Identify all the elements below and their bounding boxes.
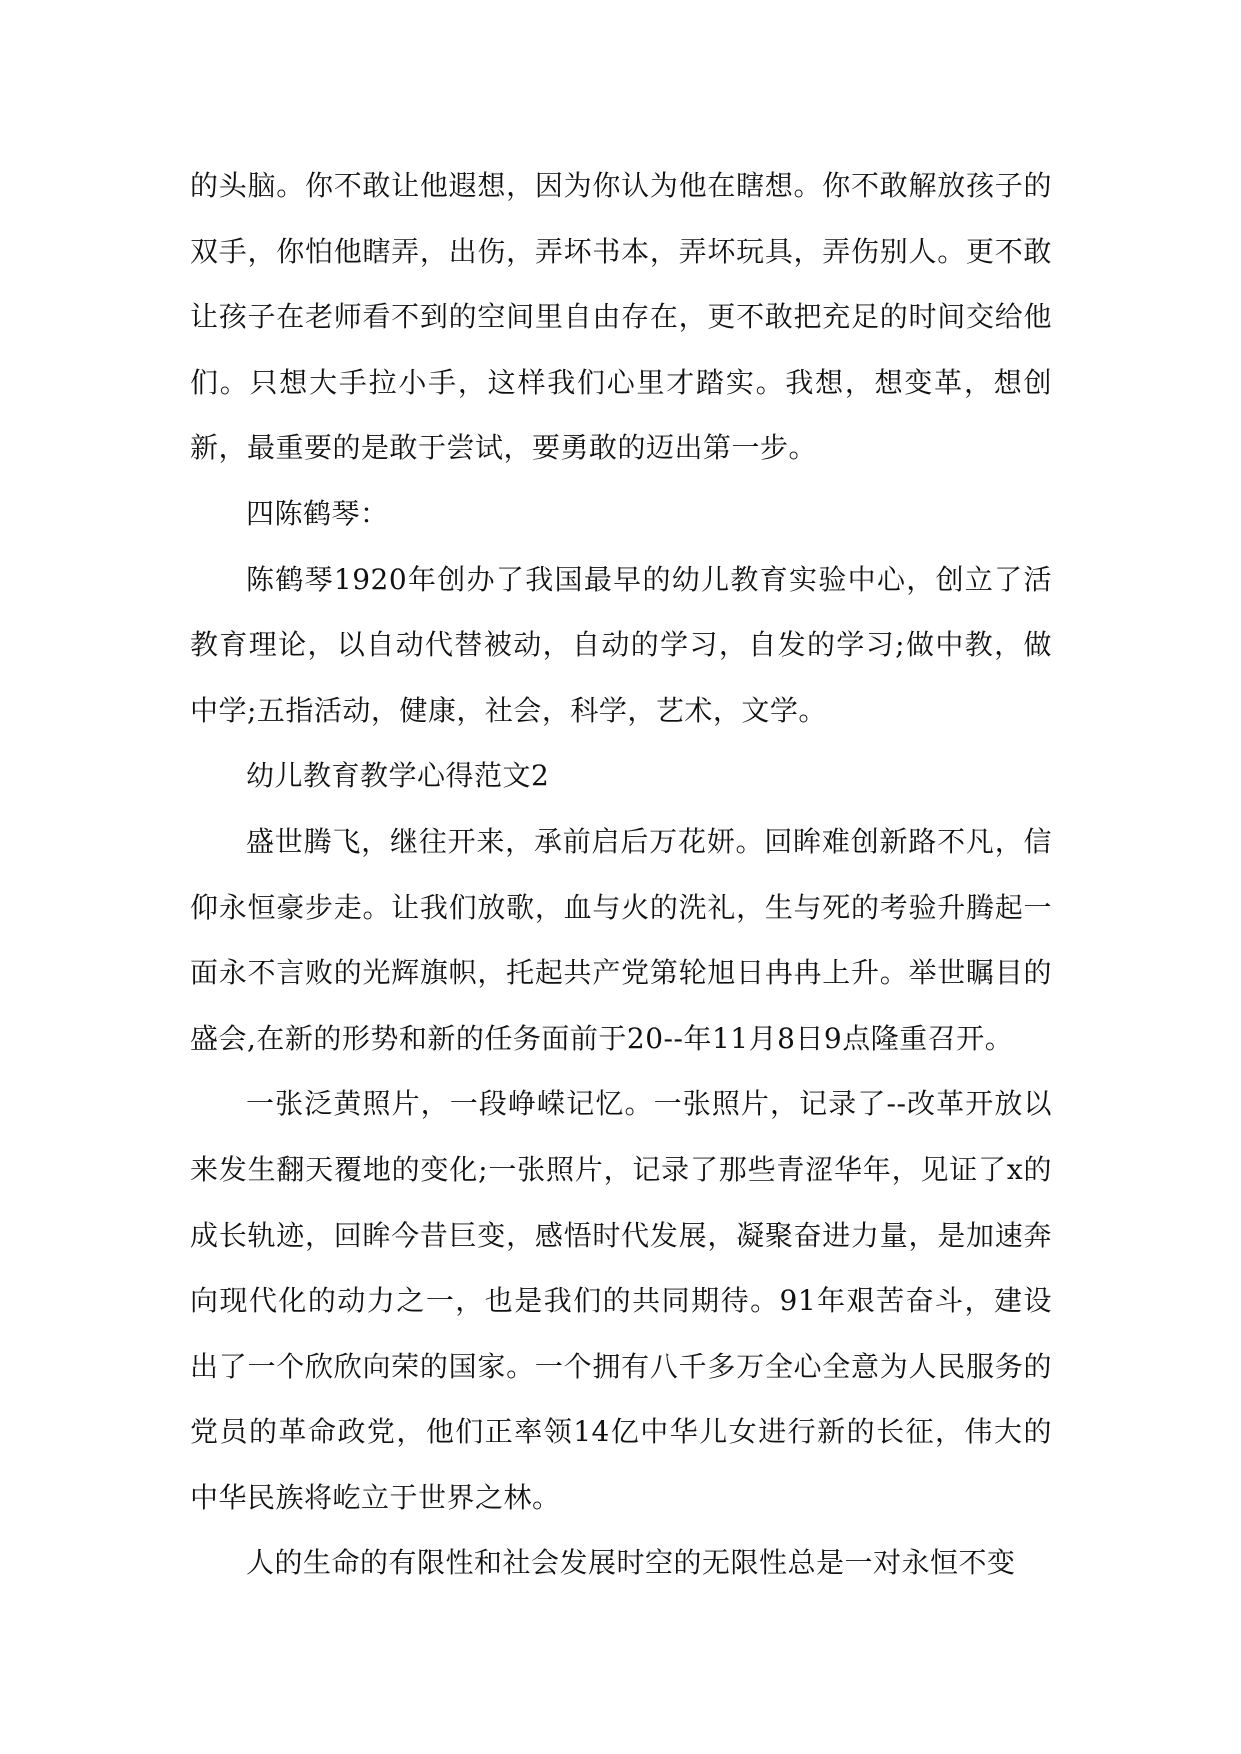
paragraph-shengshi: 盛世腾飞，继往开来，承前启后万花妍。回眸难创新路不凡，信仰永恒豪步走。让我们放歌，血与火的洗礼，生与死的考验升腾起一面永不言败的光辉旗帜，托起共产党第轮旭日冉冉上升。举世瞩目的盛会,在新的形势和新的任务面前于20--年11月8日9点隆重召开。 xyxy=(190,824,1052,1055)
paragraph-life: 人的生命的有限性和社会发展时空的无限性总是一对永恒不变 xyxy=(246,1546,1016,1580)
paragraph-chen-heqin: 陈鹤琴1920年创办了我国最早的幼儿教育实验中心，创立了活教育理论，以自动代替被动，自动的学习，自发的学习;做中教，做中学;五指活动，健康，社会，科学，艺术，文学。 xyxy=(190,562,1052,727)
document-body xyxy=(190,153,1052,1596)
paragraph-1: 的头脑。你不敢让他遐想，因为你认为他在瞎想。你不敢解放孩子的双手，你怕他瞎弄，出伤，弄坏书本，弄坏玩具，弄伤别人。更不敢让孩子在老师看不到的空间里自由存在，更不敢把充足的时间交给他们。只想大手拉小手，这样我们心里才踏实。我想，想变革，想创新，最重要的是敢于尝试，要勇敢的迈出第一步。 xyxy=(190,169,1052,465)
section-heading-sample-2: 幼儿教育教学心得范文2 xyxy=(246,759,550,793)
paragraph-photo: 一张泛黄照片，一段峥嵘记忆。一张照片，记录了--改革开放以来发生翻天覆地的变化;一张照片，记录了那些青涩华年，见证了x的成长轨迹，回眸今昔巨变，感悟时代发展，凝聚奋进力量，是加速奔向现代化的动力之一，也是我们的共同期待。91年艰苦奋斗，建设出了一个欣欣向荣的国家。一个拥有八千多万全心全意为人民服务的党员的革命政党，他们正率领14亿中华儿女进行新的长征，伟大的中华民族将屹立于世界之林。 xyxy=(190,1087,1052,1514)
section-heading-chen-heqin: 四陈鹤琴： xyxy=(246,496,389,530)
